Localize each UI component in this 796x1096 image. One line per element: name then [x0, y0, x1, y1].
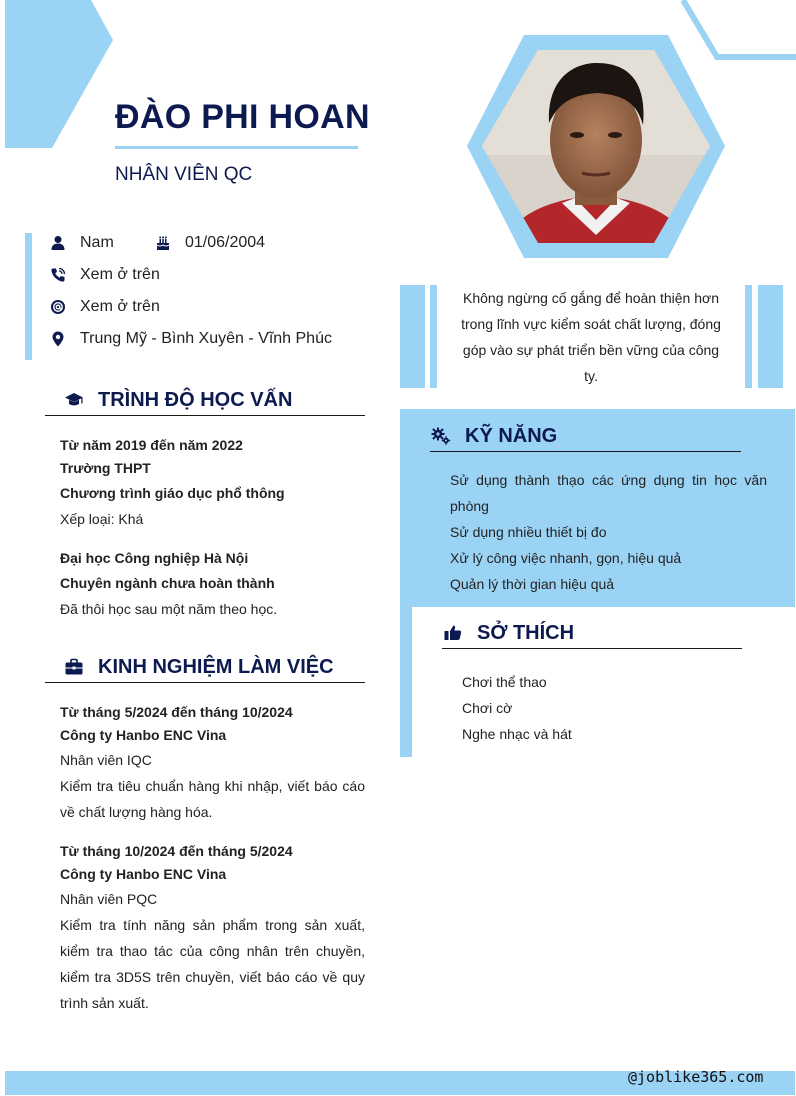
hobby-item: Chơi cờ — [462, 700, 513, 716]
exp-1-description: Kiểm tra tiêu chuẩn hàng khi nhập, viết báo cáo về chất lượng hàng hóa. — [60, 778, 365, 820]
objective-bar-left-wide — [400, 285, 425, 388]
career-objective: Không ngừng cố gắng để hoàn thiện hơn trong lĩnh vực kiểm soát chất lượng, đóng góp vào sự phát triển bền vững của công ty. — [461, 290, 721, 384]
profile-photo — [467, 35, 725, 258]
name-underline — [115, 146, 358, 149]
user-icon — [48, 233, 68, 253]
edu-1-note: Xếp loại: Khá — [60, 511, 144, 527]
contact-birthday-row — [153, 232, 265, 254]
email-value: Xem ở trên — [80, 298, 160, 315]
exp-2-period: Từ tháng 10/2024 đến tháng 5/2024 — [60, 843, 293, 859]
exp-1-period: Từ tháng 5/2024 đến tháng 10/2024 — [60, 704, 293, 720]
skill-item: Quản lý thời gian hiệu quả — [450, 576, 615, 592]
edu-2-note: Đã thôi học sau một năm theo học. — [60, 601, 278, 617]
top-left-hexagon-decoration — [0, 0, 120, 150]
phone-value: Xem ở trên — [80, 266, 160, 283]
skill-item: Xử lý công việc nhanh, gọn, hiệu quả — [450, 550, 682, 566]
briefcase-icon — [63, 656, 85, 678]
hobby-item: Chơi thể thao — [462, 674, 547, 690]
contact-email-row — [48, 296, 160, 318]
hobbies-heading — [442, 618, 574, 648]
exp-2-role: Nhân viên PQC — [60, 891, 158, 907]
thumbs-up-icon — [442, 622, 464, 644]
hobbies-title: SỞ THÍCH — [477, 621, 575, 644]
gears-icon — [430, 425, 452, 447]
phone-icon — [48, 265, 68, 285]
edu-1-period: Từ năm 2019 đến năm 2022 — [60, 437, 243, 453]
experience-heading — [63, 652, 334, 682]
education-divider — [45, 415, 365, 416]
skill-item: Sử dụng nhiều thiết bị đo — [450, 524, 607, 540]
at-sign-icon — [48, 297, 68, 317]
exp-1-role: Nhân viên IQC — [60, 752, 152, 768]
map-pin-icon — [48, 329, 68, 349]
contact-gender-row — [48, 232, 114, 254]
footer-watermark: @joblike365.com — [628, 1068, 764, 1086]
education-title: TRÌNH ĐỘ HỌC VẤN — [98, 388, 293, 411]
cake-icon — [153, 233, 173, 253]
edu-2-program: Chuyên ngành chưa hoàn thành — [60, 575, 275, 591]
contact-phone-row — [48, 264, 160, 286]
exp-2-description: Kiểm tra tính năng sản phẩm trong sản xuất, kiểm tra thao tác của công nhân trên chuyền, kiểm tra 3D5S trên chuyền, viết báo cáo về quy trình sản xuất. — [60, 917, 365, 1011]
job-title: NHÂN VIÊN QC — [115, 164, 253, 185]
skill-item: Sử dụng thành thạo các ứng dụng tin học văn phòng — [450, 472, 767, 514]
exp-1-company: Công ty Hanbo ENC Vina — [60, 727, 227, 743]
birthday-value: 01/06/2004 — [185, 234, 266, 251]
edu-1-school: Trường THPT — [60, 460, 151, 476]
objective-bar-right-thin — [745, 285, 752, 388]
hobby-item: Nghe nhạc và hát — [462, 726, 572, 742]
contact-accent-bar — [25, 233, 32, 360]
edu-1-program: Chương trình giáo dục phổ thông — [60, 485, 285, 501]
address-value: Trung Mỹ - Bình Xuyên - Vĩnh Phúc — [80, 330, 332, 347]
hobbies-divider — [442, 648, 742, 649]
skills-heading — [430, 421, 557, 451]
skills-title: KỸ NĂNG — [465, 424, 558, 447]
contact-address-row — [48, 328, 332, 350]
experience-divider — [45, 682, 365, 683]
edu-2-school: Đại học Công nghiệp Hà Nội — [60, 550, 249, 566]
experience-title: KINH NGHIỆM LÀM VIỆC — [98, 655, 334, 678]
objective-bar-left-thin — [430, 285, 437, 388]
hobbies-accent-bar — [400, 607, 412, 757]
exp-2-company: Công ty Hanbo ENC Vina — [60, 866, 227, 882]
objective-bar-right-wide — [758, 285, 783, 388]
candidate-name: ĐÀO PHI HOAN — [115, 98, 370, 136]
education-heading — [63, 385, 292, 415]
gender-value: Nam — [80, 234, 114, 251]
graduation-cap-icon — [63, 389, 85, 411]
profile-photo-frame — [467, 35, 725, 258]
skills-divider — [430, 451, 741, 452]
